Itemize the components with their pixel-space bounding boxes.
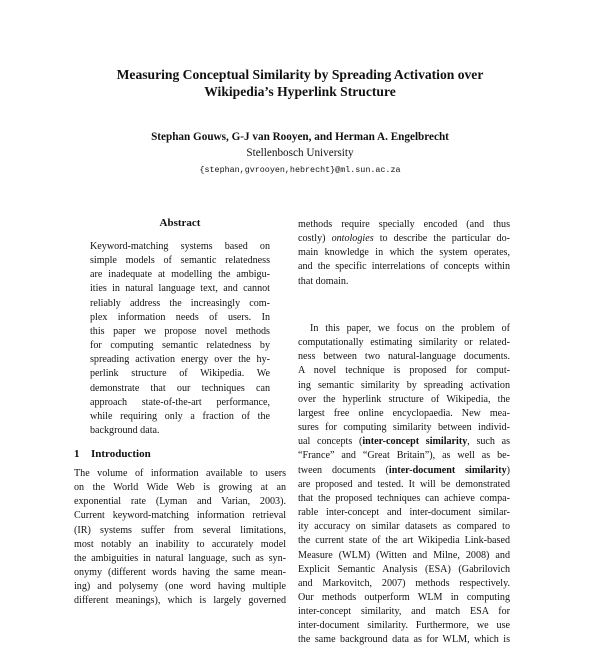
text-line: The volume of information available to users [74,468,286,479]
text-line: inter-document similarity. Furthermore, we use [298,620,510,632]
text-line: are inadequate at modelling the ambigu- [90,269,270,281]
text-line: different meanings), which is largely governed [74,595,286,607]
text-line: that domain. [298,275,349,287]
text-span: , such as [467,436,510,448]
text-line: plex information needs of users. In [90,311,270,323]
text-line: main knowledge in which the system operates, [298,247,510,259]
text-line: largest free online encyclopaedia. New mea- [298,407,510,419]
introduction-body [74,467,286,609]
text-line [298,435,510,449]
author-email: {stephan,gvrooyen,hebrecht}@ml.sun.ac.za [199,165,401,175]
text-line: rable inter-concept and inter-document similar- [298,507,510,519]
text-line: exponential rate (Lyman and Varian, 2003). [74,496,286,508]
text-line [298,232,510,246]
text-line: and the specific interrelations of concepts within [298,261,510,273]
text-span: tween documents ( [298,464,389,476]
text-line: and Markovitch, 2007) methods respectively. [298,577,510,589]
text-line: onymy (different words having the same mean- [74,567,286,579]
title-line-2: Wikipedia’s Hyperlink Structure [204,84,396,99]
text-line: inter-concept similarity, and match ESA for [298,606,510,618]
text-line: while requiring only a fraction of the [90,410,270,422]
text-line: Keyword-matching systems based on [90,241,270,252]
paper-title [40,66,560,100]
abstract-heading: Abstract [159,217,201,229]
text-line: “France” and “Great Britain”), as well as be- [298,450,510,462]
text-line: approach state-of-the-art performance, [90,396,270,408]
title-line-1: Measuring Conceptual Similarity by Spreading Activation over [116,67,484,82]
text-line: A novel technique is proposed for comput- [298,365,510,377]
text-line: ness between two natural-language documents. [298,351,510,363]
right-column-paragraph-1 [298,218,510,289]
text-line: (IR) systems suffer from several limitations, [74,524,286,536]
text-line: In this paper, we focus on the problem of [310,323,510,334]
text-line: Explicit Semantic Analysis (ESA) (Gabrilovich [298,563,510,575]
text-line: most notably an inability to accurately model [74,538,286,550]
text-line: the ambiguities in natural language, such as syn- [74,552,286,564]
text-line: this paper we propose novel methods [90,325,270,337]
text-line: demonstrate that our techniques can [90,382,270,394]
text-line [298,464,510,478]
text-line: ing) and polysemy (one word having multiple [74,581,286,593]
text-line: ities in natural language text, and cannot [90,283,270,295]
bold-term: inter-document similarity [388,464,507,476]
text-span: to describe the particular do- [373,233,510,245]
text-line: that the proposed techniques can achieve compa- [298,492,510,504]
bold-term: inter-concept similarity [362,436,468,448]
text-span: ual concepts ( [298,436,363,448]
abstract-body [90,240,270,438]
text-line: the current state of the art Wikipedia Link-based [298,535,510,547]
text-line: Our methods outperform WLM in computing [298,591,510,603]
right-column-paragraph-2 [298,322,510,648]
text-line: simple models of semantic relatedness [90,255,270,267]
text-line: Measure (WLM) (Witten and Milne, 2008) and [298,549,510,561]
text-line: sures for computing similarity between individ- [298,422,510,434]
section-title: Introduction [91,448,151,460]
text-line: ity accuracy on similar datasets as compared to [298,521,510,533]
author-list: Stephan Gouws, G-J van Rooyen, and Herman A. Engelbrecht [151,131,449,143]
text-line: spreading activation energy over the hy- [90,354,270,366]
text-line: ing semantic similarity by spreading activation [298,379,510,391]
text-line: over the hyperlink structure of Wikipedia, the [298,393,510,405]
text-line: background data. [90,425,160,437]
text-line: perlink structure of Wikipedia. We [90,368,270,380]
text-span: ) [506,464,510,476]
text-line: reliably address the increasingly com- [90,297,270,309]
section-number: 1 [74,448,80,460]
text-line: for computing semantic relatedness by [90,340,270,352]
text-span: costly) [298,233,332,245]
text-line: Current keyword-matching information retrieval [74,510,286,522]
section-heading-introduction [74,447,151,461]
text-line: are proposed and tested. It will be demonstrated [298,478,510,490]
text-line: the same background data as for WLM, which is [298,634,510,646]
text-line: computationally estimating similarity or related- [298,337,510,349]
italic-term: ontologies [331,233,374,245]
affiliation: Stellenbosch University [246,147,354,159]
text-line: on the World Wide Web is growing at an [74,482,286,494]
text-line: methods require specially encoded (and thus [298,219,510,230]
